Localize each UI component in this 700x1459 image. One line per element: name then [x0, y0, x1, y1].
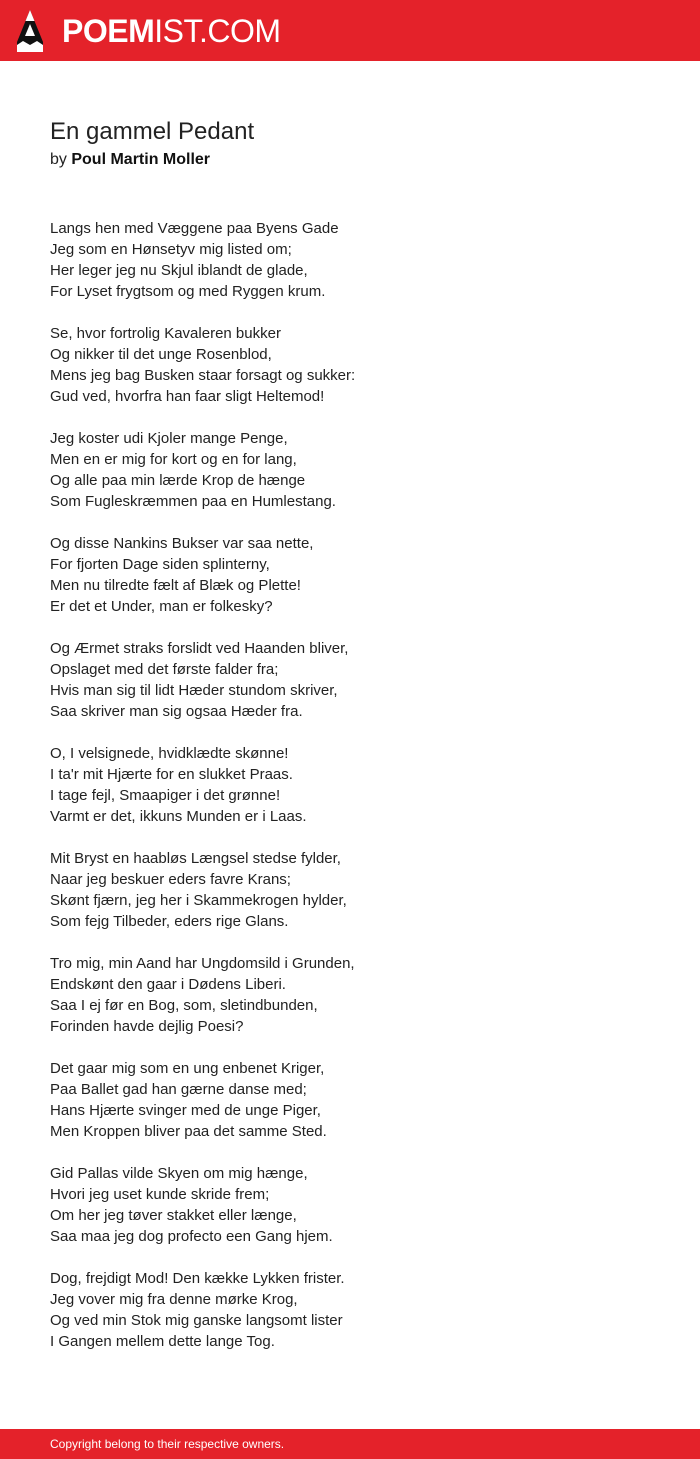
- poem-line: Som Fugleskræmmen paa en Humlestang.: [50, 493, 336, 510]
- poem-line: For fjorten Dage siden splinterny,: [50, 556, 270, 573]
- poem-title: En gammel Pedant: [50, 118, 255, 145]
- brand-name-light: IST.COM: [154, 13, 281, 49]
- stanza: [50, 218, 650, 302]
- poem-content: [50, 115, 650, 1373]
- poem-line: O, I velsignede, hvidklædte skønne!: [50, 745, 289, 762]
- poem-line: Men nu tilredte fælt af Blæk og Plette!: [50, 577, 301, 594]
- brand-name-bold: POEM: [62, 13, 155, 49]
- poem-line: Mens jeg bag Busken staar forsagt og sukker:: [50, 367, 356, 384]
- site-logo-link[interactable]: [16, 9, 281, 53]
- poem-line: Varmt er det, ikkuns Munden er i Laas.: [50, 808, 307, 825]
- poem-line: Langs hen med Væggene paa Byens Gade: [50, 220, 339, 237]
- poem-line: I ta'r mit Hjærte for en slukket Praas.: [50, 766, 293, 783]
- poem-line: Endskønt den gaar i Dødens Liberi.: [50, 976, 286, 993]
- poem-line: Tro mig, min Aand har Ungdomsild i Grunden,: [50, 955, 355, 972]
- poem-line: Forinden havde dejlig Poesi?: [50, 1018, 244, 1035]
- stanza: [50, 1163, 650, 1247]
- byline: [50, 149, 650, 171]
- poem-body: [50, 218, 650, 1352]
- stanza: [50, 323, 650, 407]
- stanza: [50, 953, 650, 1037]
- by-label: by: [50, 151, 67, 168]
- poem-line: Skønt fjærn, jeg her i Skammekrogen hylder,: [50, 892, 347, 909]
- site-header: [0, 0, 700, 61]
- poem-line: Og ved min Stok mig ganske langsomt lister: [50, 1312, 343, 1329]
- poem-line: Hans Hjærte svinger med de unge Piger,: [50, 1102, 321, 1119]
- poem-line: Hvori jeg uset kunde skride frem;: [50, 1186, 270, 1203]
- stanza: [50, 533, 650, 617]
- pencil-tip-icon: [16, 9, 44, 53]
- stanza: [50, 1058, 650, 1142]
- poem-line: Og alle paa min lærde Krop de hænge: [50, 472, 306, 489]
- poem-line: Saa maa jeg dog profecto een Gang hjem.: [50, 1228, 333, 1245]
- stanza: [50, 638, 650, 722]
- poem-line: Naar jeg beskuer eders favre Krans;: [50, 871, 291, 888]
- poem-line: Og disse Nankins Bukser var saa nette,: [50, 535, 314, 552]
- poem-line: I Gangen mellem dette lange Tog.: [50, 1333, 275, 1350]
- poem-line: Om her jeg tøver stakket eller længe,: [50, 1207, 297, 1224]
- poem-line: Dog, frejdigt Mod! Den kække Lykken frister.: [50, 1270, 345, 1287]
- poem-line: Jeg koster udi Kjoler mange Penge,: [50, 430, 288, 447]
- poem-line: For Lyset frygtsom og med Ryggen krum.: [50, 283, 326, 300]
- poem-line: Gud ved, hvorfra han faar sligt Heltemod!: [50, 388, 325, 405]
- poem-line: Og Ærmet straks forslidt ved Haanden bliver,: [50, 640, 349, 657]
- stanza: [50, 848, 650, 932]
- stanza: [50, 428, 650, 512]
- site-footer: [0, 1429, 700, 1459]
- poem-line: Mit Bryst en haabløs Længsel stedse fylder,: [50, 850, 341, 867]
- brand-name: [62, 9, 281, 53]
- poem-line: Men en er mig for kort og en for lang,: [50, 451, 297, 468]
- poem-line: Jeg som en Hønsetyv mig listed om;: [50, 241, 292, 258]
- poem-line: Opslaget med det første falder fra;: [50, 661, 279, 678]
- poem-line: Gid Pallas vilde Skyen om mig hænge,: [50, 1165, 308, 1182]
- poem-line: Her leger jeg nu Skjul iblandt de glade,: [50, 262, 308, 279]
- copyright-text: Copyright belong to their respective owners.: [50, 1437, 285, 1451]
- poem-line: Og nikker til det unge Rosenblod,: [50, 346, 272, 363]
- poem-line: Jeg vover mig fra denne mørke Krog,: [50, 1291, 298, 1308]
- poem-line: Det gaar mig som en ung enbenet Kriger,: [50, 1060, 325, 1077]
- stanza: [50, 743, 650, 827]
- stanza: [50, 1268, 650, 1352]
- poem-line: Som fejg Tilbeder, eders rige Glans.: [50, 913, 289, 930]
- poem-line: Saa skriver man sig ogsaa Hæder fra.: [50, 703, 303, 720]
- poem-line: Er det et Under, man er folkesky?: [50, 598, 273, 615]
- author-name: Poul Martin Moller: [71, 151, 211, 168]
- poem-line: Paa Ballet gad han gærne danse med;: [50, 1081, 307, 1098]
- poem-line: Saa I ej før en Bog, som, sletindbunden,: [50, 997, 318, 1014]
- poem-line: Se, hvor fortrolig Kavaleren bukker: [50, 325, 281, 342]
- poem-line: I tage fejl, Smaapiger i det grønne!: [50, 787, 281, 804]
- poem-line: Hvis man sig til lidt Hæder stundom skriver,: [50, 682, 338, 699]
- poem-line: Men Kroppen bliver paa det samme Sted.: [50, 1123, 327, 1140]
